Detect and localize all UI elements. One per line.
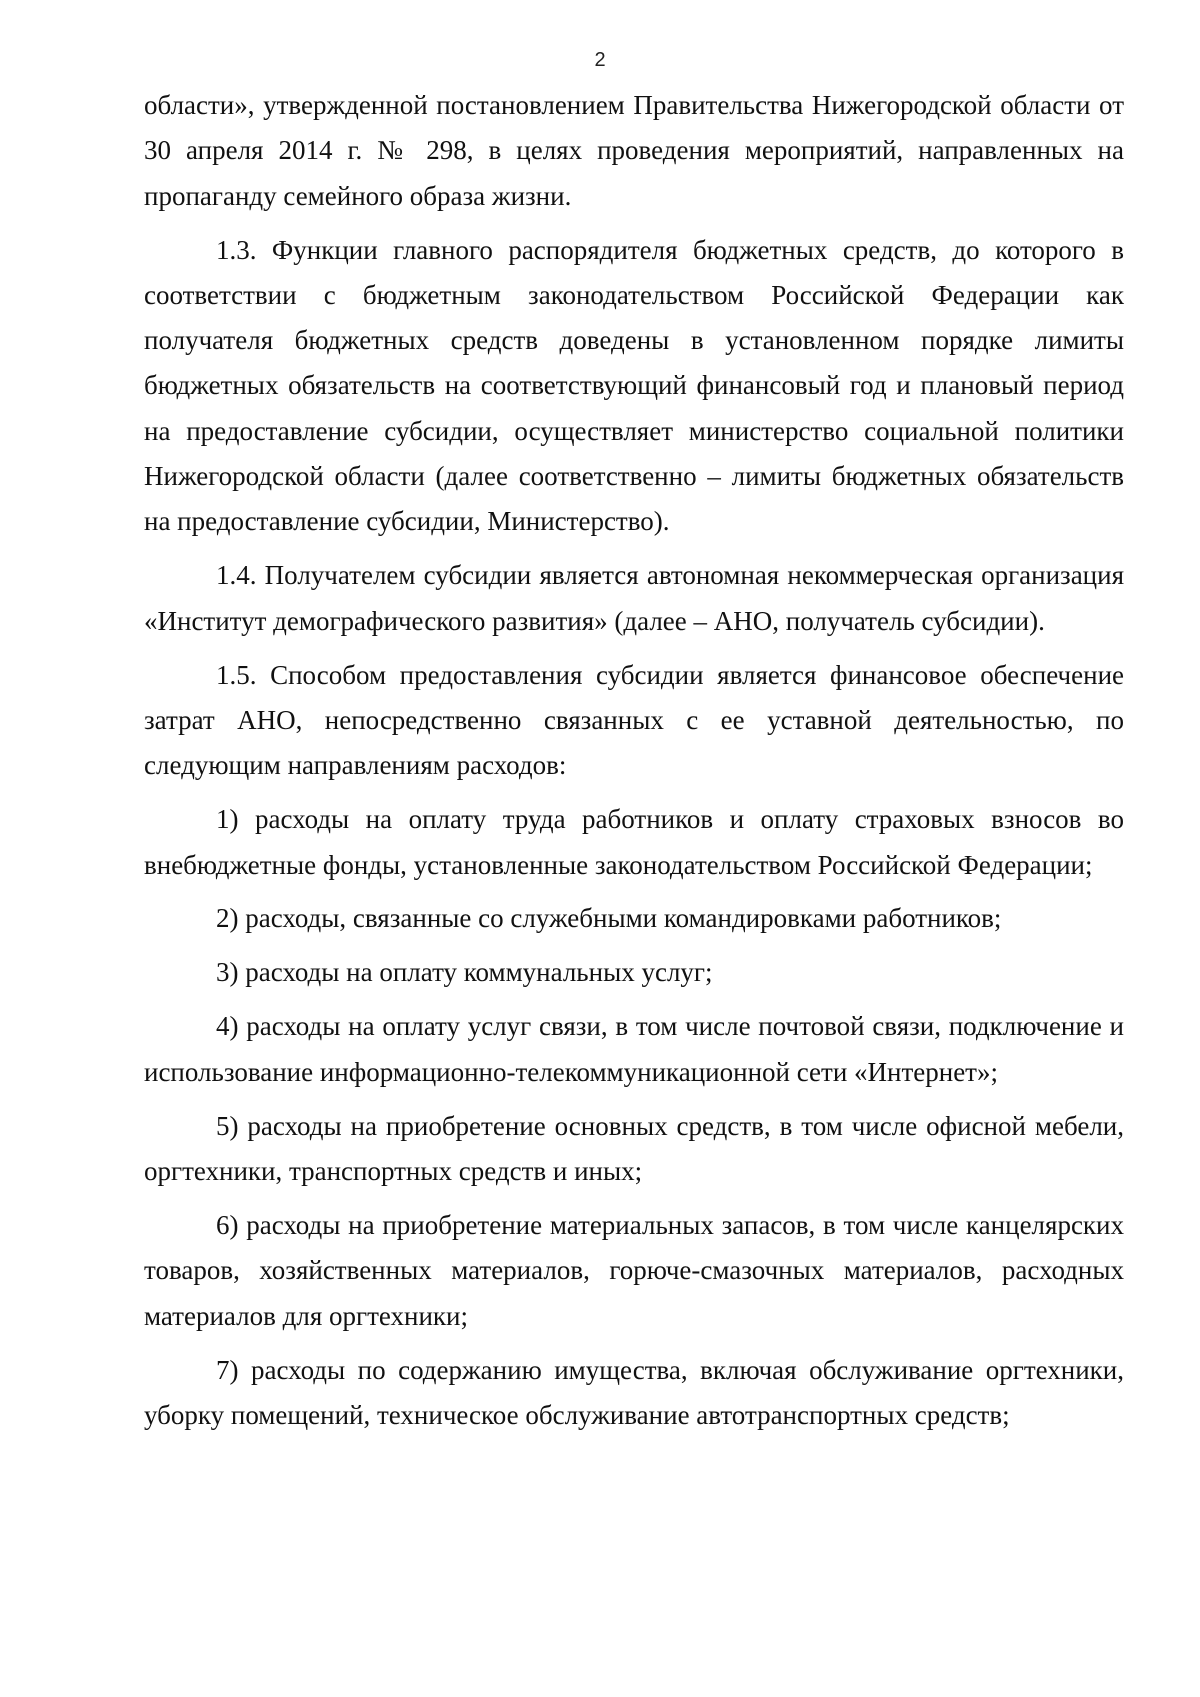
list-item-3: 3) расходы на оплату коммунальных услуг; <box>216 957 713 988</box>
paragraph-1-3: 1.3. Функции главного распорядителя бюджетных средств, до которого в соответствии с бюджетным законодательством Российской Федерации как получателя бюджетных средств доведены в установленном порядке лимиты бюджетных обязательств на соответствующий финансовый год и плановый период на предоставление субсидии, осуществляет министерство социальной политики Нижегородской области (далее соответственно – лимиты бюджетных обязательств на предоставление субсидии, Министерство). <box>144 234 1124 537</box>
page-number: 2 <box>594 49 606 71</box>
list-item-2: 2) расходы, связанные со служебными командировками работников; <box>216 903 1002 934</box>
list-item-1: 1) расходы на оплату труда работников и оплату страховых взносов во внебюджетные фонды, установленные законодательством Российской Федерации; <box>144 804 1124 880</box>
paragraph-continuation: области», утвержденной постановлением Правительства Нижегородской области от 30 апреля 2014 г. № 298, в целях проведения мероприятий, направленных на пропаганду семейного образа жизни. <box>144 90 1124 211</box>
list-item-5: 5) расходы на приобретение основных средств, в том числе офисной мебели, оргтехники, транспортных средств и иных; <box>144 1110 1124 1187</box>
list-item-6: 6) расходы на приобретение материальных запасов, в том числе канцелярских товаров, хозяйственных материалов, горюче-смазочных материалов, расходных материалов для оргтехники; <box>144 1210 1124 1331</box>
paragraph-1-4: 1.4. Получателем субсидии является автономная некоммерческая организация «Институт демографического развития» (далее – АНО, получатель субсидии). <box>144 560 1124 636</box>
document-body <box>144 83 1124 1438</box>
list-item-4: 4) расходы на оплату услуг связи, в том числе почтовой связи, подключение и использование информационно-телекоммуникационной сети «Интернет»; <box>144 1011 1124 1087</box>
list-item-7: 7) расходы по содержанию имущества, включая обслуживание оргтехники, уборку помещений, техническое обслуживание автотранспортных средств; <box>144 1354 1124 1430</box>
paragraph-1-5: 1.5. Способом предоставления субсидии является финансовое обеспечение затрат АНО, непосредственно связанных с ее уставной деятельностью, по следующим направлениям расходов: <box>144 659 1124 781</box>
